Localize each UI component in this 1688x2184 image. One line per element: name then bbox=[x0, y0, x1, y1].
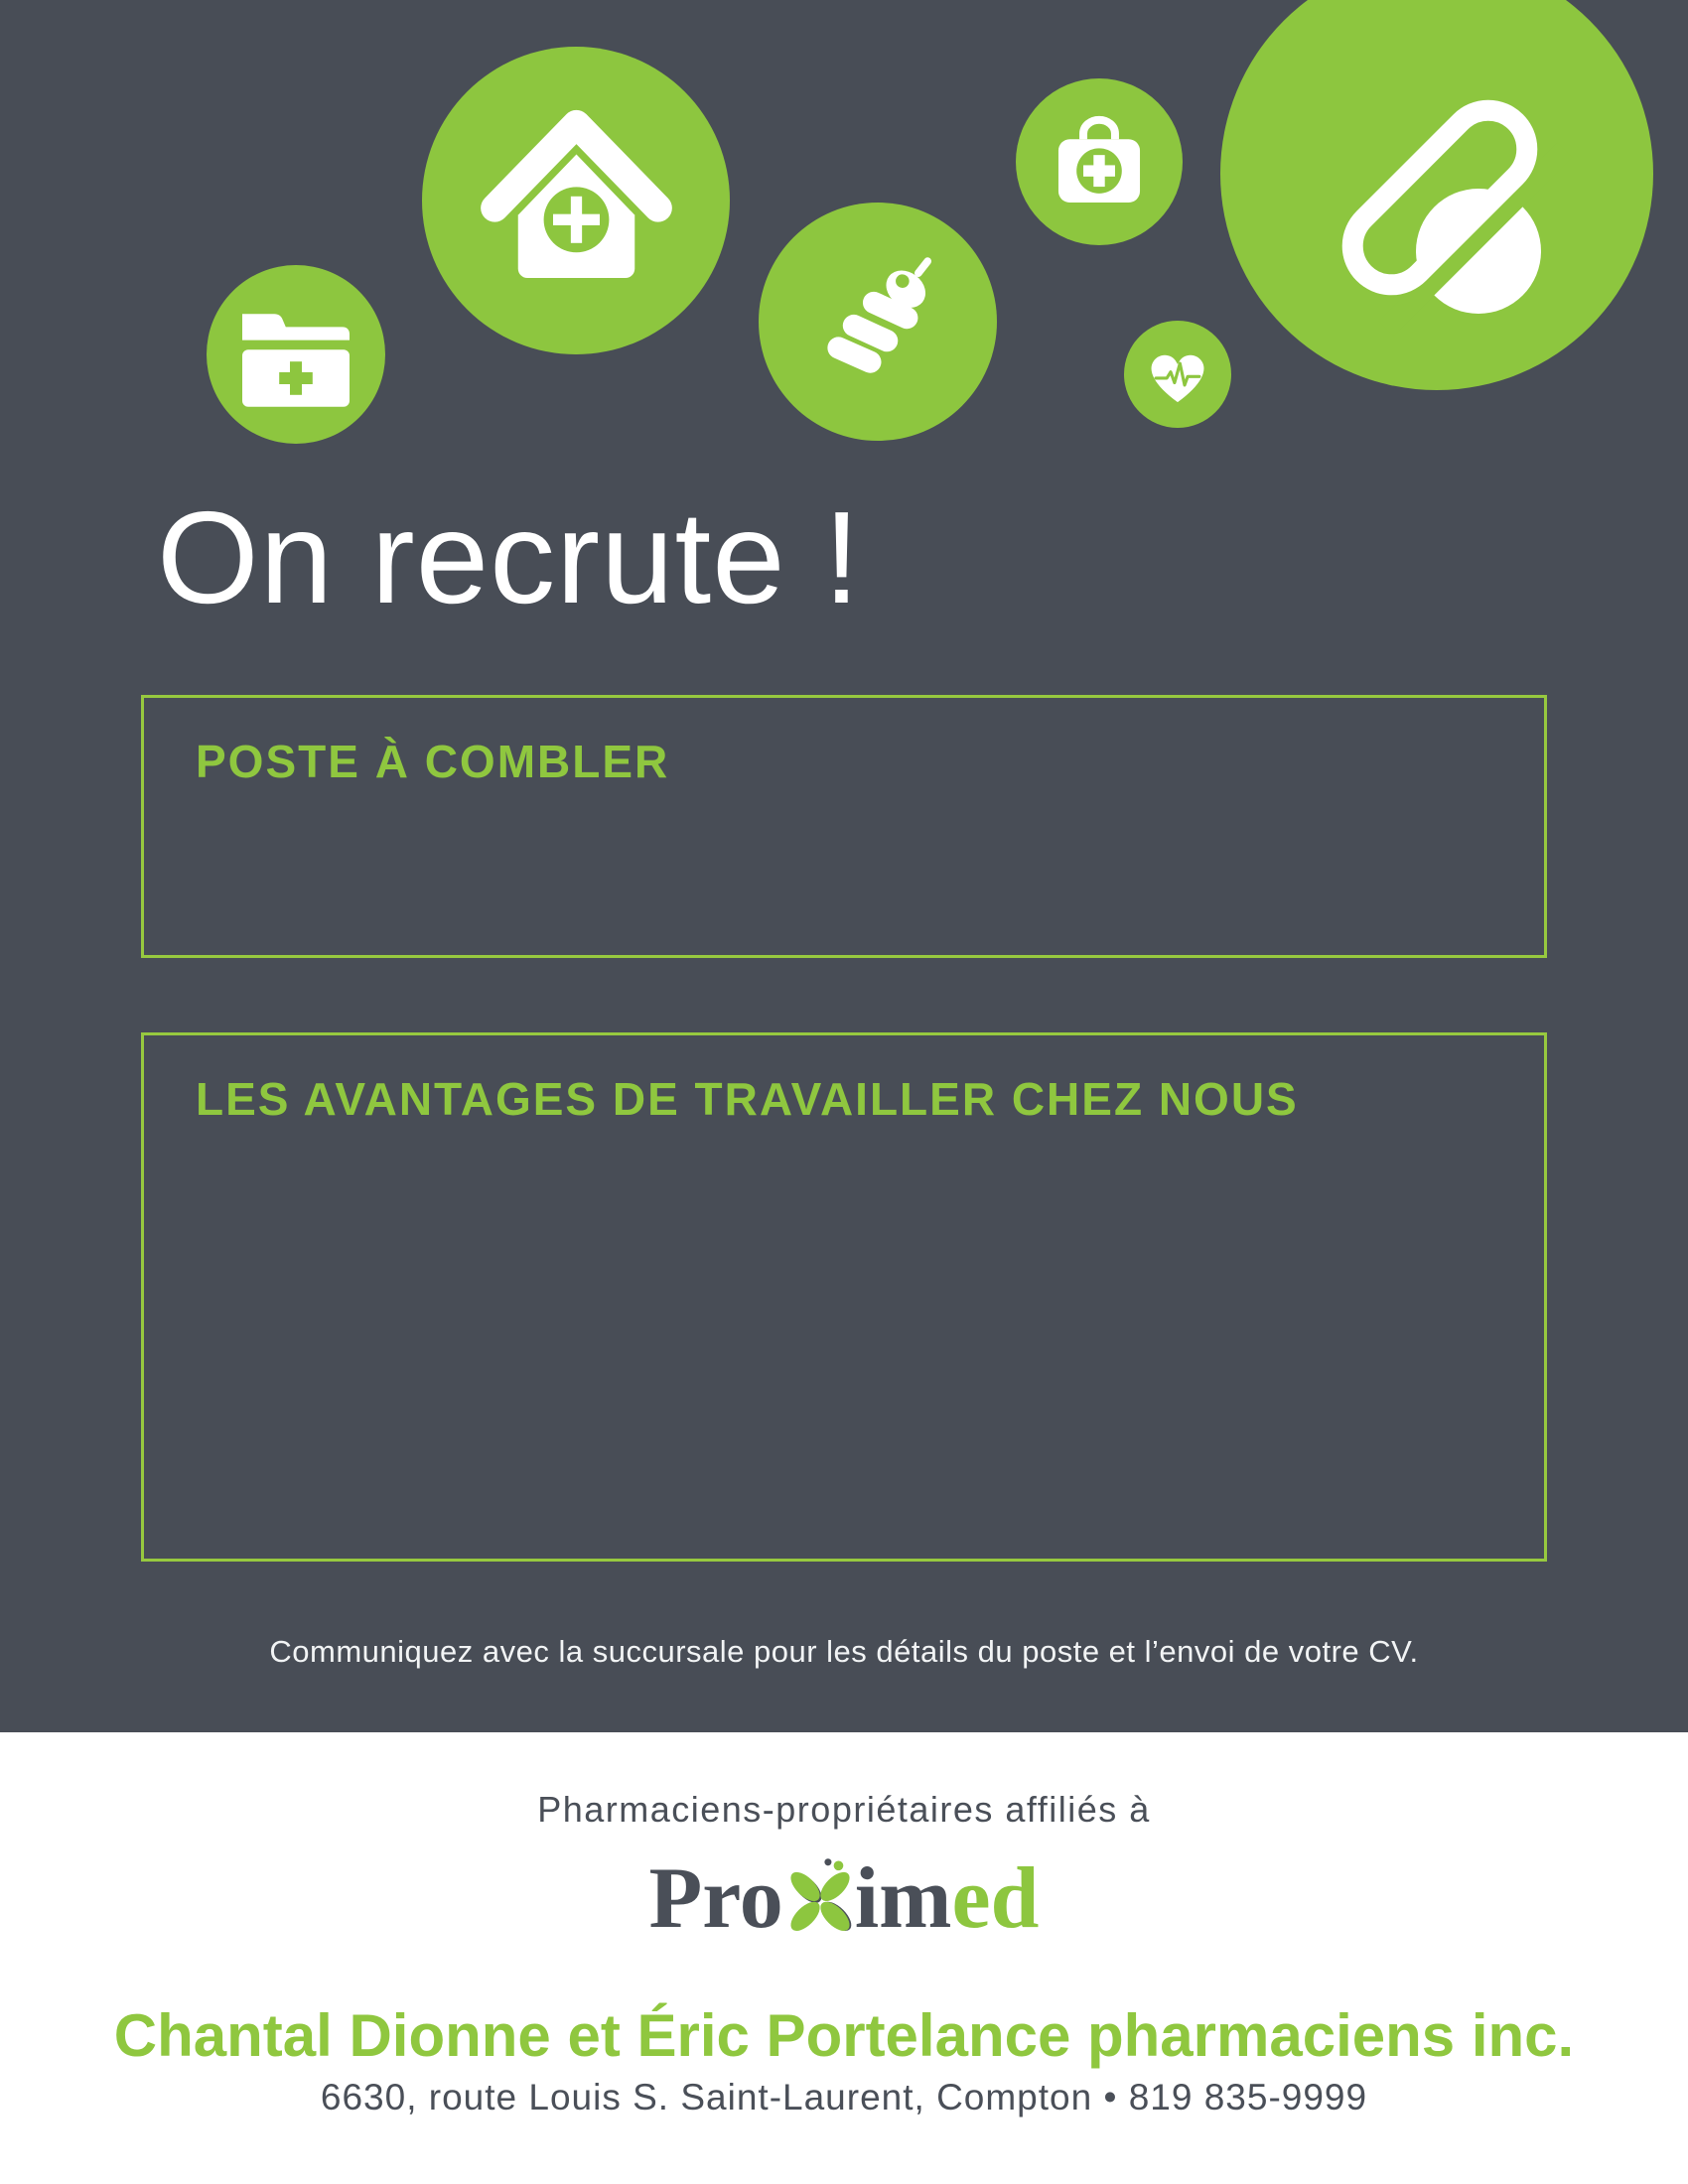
first-aid-kit-icon bbox=[1043, 105, 1156, 218]
pharmacy-owners-title: Chantal Dionne et Éric Portelance pharmaciens inc. bbox=[113, 2002, 1575, 2069]
position-to-fill-box bbox=[141, 695, 1547, 958]
poster-title: On recrute ! bbox=[157, 484, 861, 630]
position-to-fill-label: POSTE À COMBLER bbox=[196, 736, 670, 787]
icon-circle-caduceus bbox=[759, 203, 997, 441]
caduceus-icon bbox=[793, 237, 962, 406]
medical-house-icon bbox=[460, 84, 693, 318]
icon-circle-pill bbox=[1220, 0, 1653, 390]
proximed-logo bbox=[0, 1849, 1688, 1949]
logo-text-pro: Pro bbox=[648, 1850, 783, 1947]
heart-pulse-icon bbox=[1139, 336, 1216, 413]
logo-text-ed: ed bbox=[951, 1850, 1040, 1947]
icon-circle-heart bbox=[1124, 321, 1231, 428]
icon-circle-house bbox=[422, 47, 730, 354]
footer-section bbox=[0, 1732, 1688, 2184]
pharmacy-address: 6630, route Louis S. Saint-Laurent, Compton • 819 835-9999 bbox=[320, 2077, 1368, 2117]
logo-leaf-x-icon bbox=[776, 1853, 864, 1941]
contact-note: Communiquez avec la succursale pour les détails du poste et l’envoi de votre CV. bbox=[269, 1634, 1419, 1669]
pill-capsule-icon bbox=[1291, 55, 1589, 352]
logo-text-im: im bbox=[854, 1850, 952, 1947]
icon-circle-first-aid bbox=[1016, 78, 1183, 245]
icon-circle-folder bbox=[207, 265, 385, 444]
folder-plus-icon bbox=[236, 295, 355, 414]
advantages-box bbox=[141, 1032, 1547, 1562]
affiliation-line: Pharmaciens-propriétaires affiliés à bbox=[537, 1789, 1151, 1830]
advantages-label: LES AVANTAGES DE TRAVAILLER CHEZ NOUS bbox=[196, 1073, 1299, 1125]
